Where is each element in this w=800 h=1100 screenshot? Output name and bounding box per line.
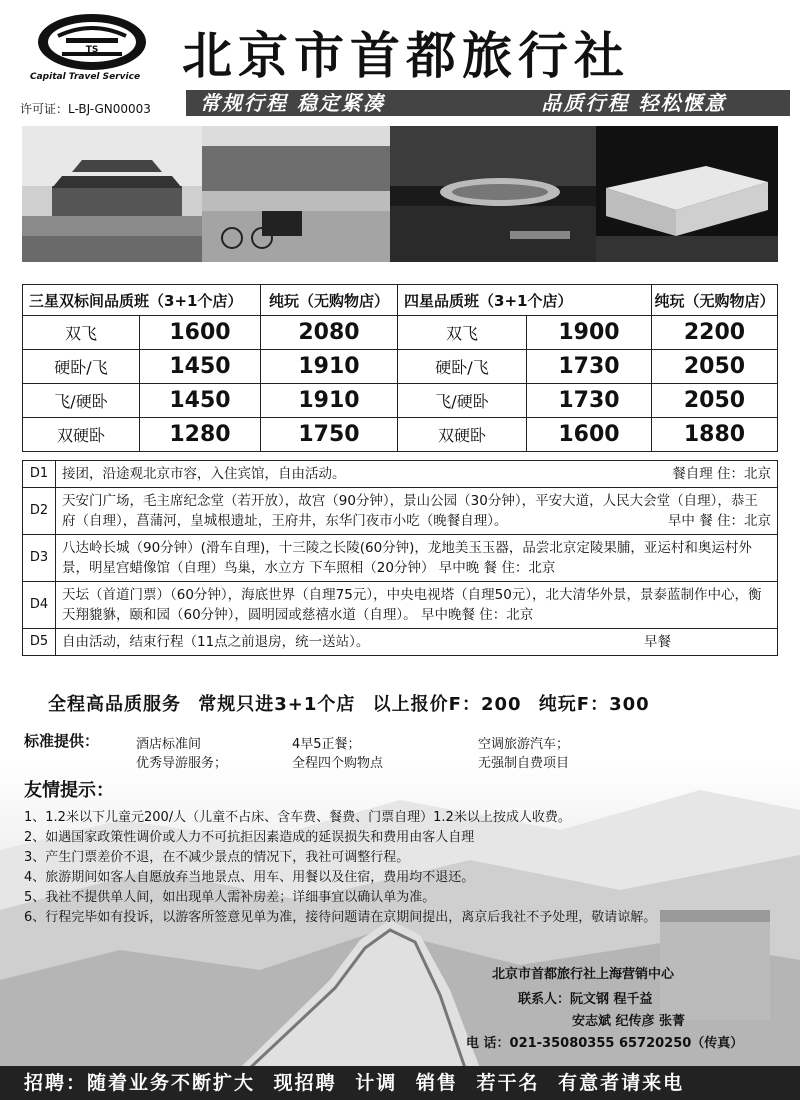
tip-item: 2、如遇国家政策性调价或人力不可抗拒因素造成的延误损失和费用由客人自理	[24, 830, 475, 845]
capital-travel-logo	[36, 12, 148, 72]
itinerary-row	[23, 461, 778, 488]
logo-initials: TS	[85, 45, 99, 55]
standard-item: 4早5正餐；	[292, 737, 361, 752]
table-row	[23, 350, 778, 384]
table-row	[23, 384, 778, 418]
slogan-left: 常规行程 稳定紧凑	[186, 90, 502, 116]
price-cell: 1730	[527, 384, 652, 418]
price-table	[22, 284, 778, 452]
price-cell: 1450	[140, 350, 261, 384]
contact-people-2: 安志斌 纪传彦 张菁	[572, 1014, 686, 1029]
transport-type: 双飞	[23, 316, 140, 350]
logo-caption: Capital Travel Service	[30, 72, 141, 82]
tiananmen-photo	[22, 126, 202, 262]
price-cell: 1750	[261, 418, 398, 452]
day-label: D4	[23, 582, 56, 629]
price-cell: 1910	[261, 350, 398, 384]
itinerary-text	[56, 582, 778, 629]
standard-item: 优秀导游服务；	[136, 756, 228, 771]
table-row	[23, 316, 778, 350]
transport-type: 双飞	[398, 316, 527, 350]
four-star-pure-header: 纯玩（无购物店）	[652, 285, 778, 316]
price-cell: 1880	[652, 418, 778, 452]
water-cube-photo	[596, 126, 778, 262]
price-cell: 2080	[261, 316, 398, 350]
meal-lodging: 早中晚 餐 住：北京	[438, 560, 556, 576]
price-cell: 2200	[652, 316, 778, 350]
day-label: D5	[23, 629, 56, 656]
meal-lodging: 餐自理 住：北京	[672, 466, 771, 482]
three-star-header: 三星双标间品质班（3+1个店）	[23, 285, 261, 316]
four-star-header: 四星品质班（3+1个店）	[398, 285, 652, 316]
rickshaw-lake-photo	[202, 126, 390, 262]
price-cell: 1600	[527, 418, 652, 452]
itinerary-text	[56, 629, 778, 656]
itinerary-row	[23, 582, 778, 629]
transport-type: 硬卧/飞	[398, 350, 527, 384]
tip-item: 6、行程完毕如有投诉，以游客所签意见单为准，接待问题请在京期间提出，离京后我社不予处理，敬请谅解。	[24, 910, 657, 925]
three-star-pure-header: 纯玩（无购物店）	[261, 285, 398, 316]
price-cell: 1280	[140, 418, 261, 452]
price-cell: 1600	[140, 316, 261, 350]
table-row	[23, 418, 778, 452]
price-cell: 2050	[652, 384, 778, 418]
day-description: 接团，沿途观北京市容，入住宾馆，自由活动。	[62, 466, 346, 482]
price-cell: 1450	[140, 384, 261, 418]
contact-people: 联系人：阮文钢 程千益	[518, 992, 653, 1007]
meal-lodging: 早餐	[644, 634, 671, 650]
agency-name: 北京市首都旅行社	[182, 27, 630, 85]
tip-item: 5、我社不提供单人间，如出现单人需补房差；详细事宜以确认单为准。	[24, 890, 436, 905]
meal-lodging: 早中晚餐 住：北京	[420, 607, 534, 623]
meal-lodging: 早中 餐 住：北京	[667, 513, 771, 529]
itinerary-row	[23, 535, 778, 582]
transport-type: 硬卧/飞	[23, 350, 140, 384]
price-cell: 1910	[261, 384, 398, 418]
day-label: D1	[23, 461, 56, 488]
tip-item: 1、1.2米以下儿童元200/人（儿童不占床、含车费、餐费、门票自理）1.2米以上按成人收费。	[24, 810, 571, 825]
itinerary-text	[56, 488, 778, 535]
standard-item: 全程四个购物点	[292, 756, 384, 771]
office-name: 北京市首都旅行社上海营销中心	[492, 967, 675, 982]
price-table-header	[23, 285, 778, 316]
price-cell: 2050	[652, 350, 778, 384]
day-description: 天安门广场，毛主席纪念堂（若开放），故宫（90分钟），景山公园（30分钟），平安大道，人民大会堂（自理），恭王府（自理），菖蒲河，皇城根遗址，王府井，东华门夜市小吃（晚餐自理）。	[62, 493, 758, 529]
itinerary-row	[23, 488, 778, 535]
standard-item: 空调旅游汽车；	[478, 737, 570, 752]
transport-type: 飞/硬卧	[23, 384, 140, 418]
license-number: 许可证：L-BJ-GN00003	[20, 102, 151, 116]
tips-title: 友情提示：	[24, 780, 114, 801]
price-cell: 1900	[527, 316, 652, 350]
itinerary-table	[22, 460, 778, 656]
birds-nest-photo	[390, 126, 596, 262]
day-label: D2	[23, 488, 56, 535]
itinerary-text	[56, 535, 778, 582]
contact-phone: 电 话：021-35080355 65720250（传真）	[466, 1036, 744, 1051]
itinerary-row	[23, 629, 778, 656]
standard-item: 无强制自费项目	[478, 756, 570, 771]
slogan-right: 品质行程 轻松惬意	[478, 90, 790, 116]
transport-type: 飞/硬卧	[398, 384, 527, 418]
day-label: D3	[23, 535, 56, 582]
tip-item: 3、产生门票差价不退，在不减少景点的情况下，我社可调整行程。	[24, 850, 410, 865]
tip-item: 4、旅游期间如客人自愿放弃当地景点、用车、用餐以及住宿，费用均不退还。	[24, 870, 475, 885]
standard-item: 酒店标准间	[136, 737, 202, 752]
price-cell: 1730	[527, 350, 652, 384]
day-description: 八达岭长城（90分钟）(滑车自理)，十三陵之长陵(60分钟)，龙地美玉玉器，品尝北京定陵果脯，亚运村和奥运村外景，明星宫蜡像馆（自理）鸟巢，水立方 下车照相（20分钟）	[62, 540, 752, 576]
day-description: 天坛（首道门票）（60分钟），海底世界（自理75元），中央电视塔（自理50元），北大清华外景，景泰蓝制作中心，衡天翔貔貅，颐和园（60分钟），圆明园或慈禧水道（自理）。	[62, 587, 762, 623]
transport-type: 双硬卧	[398, 418, 527, 452]
summary-line: 全程高品质服务 常规只进3+1个店 以上报价F：200 纯玩F：300	[48, 694, 650, 715]
standard-label: 标准提供：	[24, 732, 100, 750]
transport-type: 双硬卧	[23, 418, 140, 452]
itinerary-text	[56, 461, 778, 488]
recruitment-footer: 招聘：随着业务不断扩大 现招聘 计调 销售 若干名 有意者请来电	[0, 1066, 800, 1100]
day-description: 自由活动，结束行程（11点之前退房，统一送站）。	[62, 634, 370, 650]
